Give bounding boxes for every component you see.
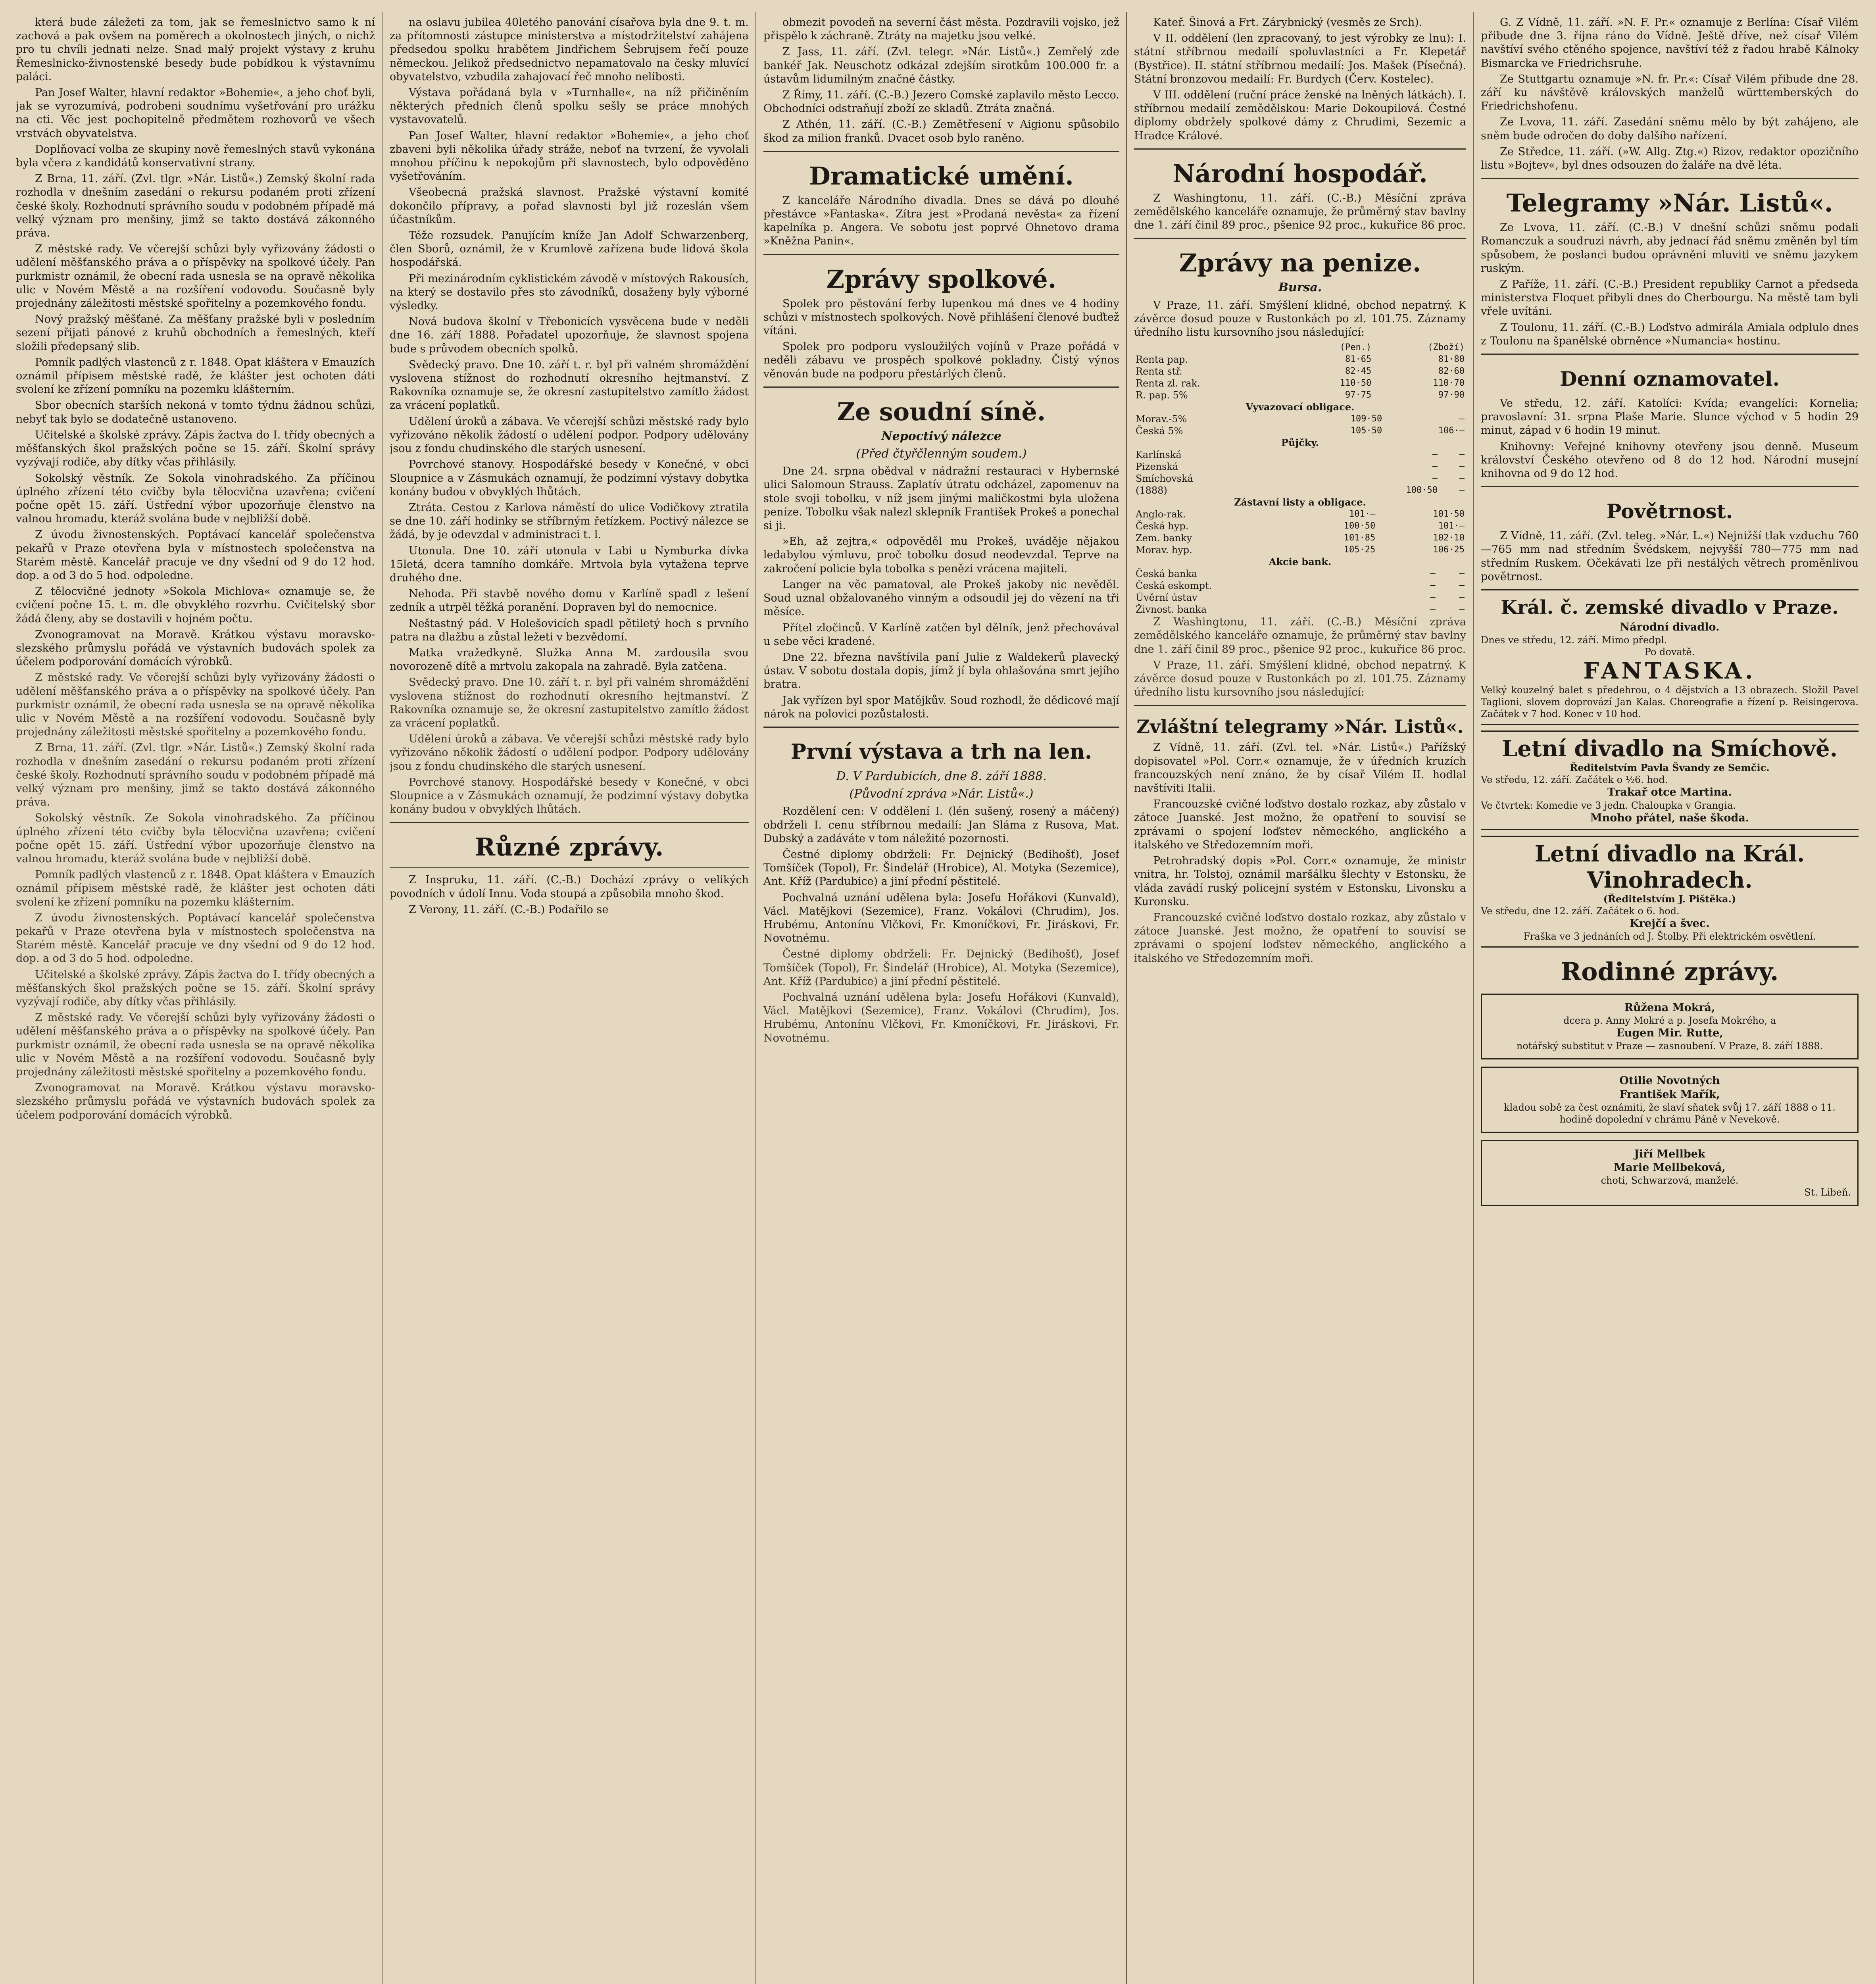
notice-text: dcera p. Anny Mokré a p. Josefa Mokrého, a [1563,1015,1776,1027]
article-paragraph: Z Toulonu, 11. září. (C.-B.) Loďstvo admirála Amiala odplulo dnes z Toulonu na španělské obrněnce »Numancia« hostinu. [1481,321,1859,347]
ad-line: Dnes ve středu, 12. září. Mimo předpl. [1481,634,1667,646]
notice-name: Marie Mellbeková, [1614,1161,1726,1174]
play-title: Krejčí a švec. [1630,917,1710,930]
article-paragraph: Sbor obecních starších nekoná v tomto týdnu žádnou schůzi, nebyť tak bylo se dodatečně ustanoveno. [16,399,375,425]
play-title: FANTASKA. [1583,658,1756,684]
table-row: Úvěrní ústav — — [1136,592,1465,604]
article-paragraph: Z Paříže, 11. září. (C.-B.) President republiky Carnot a předseda ministerstva Floquet přibyli dnes do Cherbourgu. Na městě tam byli vřele uvítáni. [1481,278,1859,318]
table-row: (1888) 100·50 — [1136,485,1465,496]
article-paragraph: Pochvalná uznání udělena byla: Josefu Hořákovi (Kunvald), Václ. Matějkovi (Sezemice), Franz. Vokálovi (Chrudim), Jos. Hrubému, Antonínu Vlčkovi, Fr. Kmoníčkovi, Fr. Jiráskovi, Fr. Novotnému. [763,991,1119,1044]
play-title: Mnoho přátel, naše škoda. [1590,811,1749,824]
ad-title: Letní divadlo na Smíchově. [1501,736,1838,762]
column-4 [1134,16,1466,1984]
section-heading: Různé zprávy. [475,832,664,862]
family-notice [1481,1067,1859,1132]
ad-line: Ve středu, 12. září. Začátek o ½6. hod. [1481,774,1668,786]
article-paragraph: Ze Stuttgartu oznamuje »N. fr. Pr.«: Císař Vilém přibude dne 28. září ku návštěvě královských manželů württemberských do Friedrichshofenu. [1481,73,1859,113]
notice-text: notářský substitut v Praze — zasnoubení. V Praze, 8. září 1888. [1516,1040,1823,1052]
article-paragraph: Z Jass, 11. září. (Zvl. telegr. »Nár. Listů«.) Zemřelý zde bankéř Jak. Neuschotz odkázal zdejším sirotkům 100.000 fr. a ústavům lidumilným značné částky. [763,46,1119,85]
section-heading: První výstava a trh na len. [790,739,1092,764]
section-heading: Rodinné zprávy. [1561,957,1779,986]
article-paragraph: Nová budova školní v Třebonicích vysvěcena bude v neděli dne 16. září 1888. Pořadatel upozorňuje, že slavnost spojena bude s průvodem obecních spolků. [390,315,749,355]
table-row: Pizenská — — [1136,461,1465,473]
article-paragraph: V II. oddělení (len zpracovaný, to jest výrobky ze lnu): I. státní stříbrnou medailí spoluvlastníci a Fr. Klepetář (Bystřice). II. státní stříbrnou medailí: Jos. Mašek (Písečná). Státní bronzovou medailí: Fr. Burdych (Červ. Kostelec). [1134,32,1466,85]
ad-line: Ve čtvrtek: Komedie ve 3 jedn. Chaloupka v Grangia. [1481,800,1736,811]
table-row: Morav.-5% 109·50 — [1136,413,1465,425]
section-heading: Národní hospodář. [1172,159,1428,188]
ad-line: Fraška ve 3 jednáních od J. Štolby. Při elektrickém osvětlení. [1523,930,1816,942]
notice-text: choti, Schwarzová, manželé. [1601,1175,1739,1186]
table-section-title: Vyvazovací obligace. [1246,401,1355,413]
article-paragraph: Zvonogramovat na Moravě. Krátkou výstavu moravsko-slezského průmyslu pořádá ve výstavních budovách spolek za účelem podporování domácích výrobků. [16,628,375,668]
article-paragraph: Utonula. Dne 10. září utonula v Labi u Nymburka dívka 15letá, dcera tamního domkáře. Mrtvola byla vytažena teprve druhého dne. [390,544,749,584]
article-paragraph: Z městské rady. Ve včerejší schůzi byly vyřizovány žádosti o udělení měšťanského práva a o příspěvky na spolkové účely. Pan purkmistr oznámil, že obecní rada usnesla se na opravě několika ulic v Novém Městě a na rozšíření vodovodu. Současně byly projednány záležitosti městské spořitelny a pozemkového fondu. [16,1011,375,1079]
section-rule [763,151,1119,152]
section-rule [390,867,749,868]
section-rule [390,822,749,823]
article-paragraph: Z Brna, 11. září. (Zvl. tlgr. »Nár. Listů«.) Zemský školní rada rozhodla v dnešním zasedání o rekursu podaném proti zřízení české školy. Rozhodnutí správního soudu v podobném případě má velký význam pro menšiny, jimž se takto dostává zákonného práva. [16,173,375,240]
article-paragraph: Nový pražský měšťané. Za měšťany pražské byli v posledním sezení přijati pánové z kruhů obchodních a řemeslných, kteří složili předepsaný slib. [16,313,375,353]
article-paragraph: Z úvodu živnostenských. Poptávací kancelář společenstva pekařů v Praze otevřena byla v místnostech společenstva na Starém městě. Kancelář pracuje ve dny všední od 9 do 12 hod. dop. a od 3 do 5 hod. odpoledne. [16,529,375,582]
article-paragraph: V III. oddělení (ruční práce ženské na lněných látkách). I. stříbrnou medailí zemědělskou: Marie Dokoupilová. Čestné diplomy obdržely spolkové dámy z Chrudimi, Sezemic a Hradce Králové. [1134,89,1466,142]
loan-table [1134,449,1466,496]
article-paragraph: Sokolský věstník. Ze Sokola vinohradského. Za příčinou úplného zřízení této cvičby byla tělocvična uzavřena; cvičení počne opět 15. září. Ústřední výbor upozorňuje členstvo na valnou hromadu, kteráž svolána bude v nejbližší době. [16,812,375,865]
article-paragraph: Ze Středce, 11. září. (»W. Allg. Ztg.«) Rizov, redaktor opozičního listu »Bojtev«, byl dnes odsouzen do žaláře na dvě léta. [1481,145,1859,172]
bond-table [1134,342,1466,401]
ad-subtitle: (Ředitelstvím J. Pištěka.) [1603,893,1736,905]
bank-table [1134,568,1466,615]
article-paragraph: Francouzské cvičné loďstvo dostalo rozkaz, aby zůstalo v zátoce Juanské. Jest možno, že opatření to souvisí se zprávami o spojení loďstev německého, anglického a italského ve Středozemním moři. [1134,911,1466,965]
article-paragraph: Z Vídně, 11. září. (Zvl. teleg. »Nár. L.«) Nejnižší tlak vzduchu 760—765 mm nad středním Švédskem, nejvyšší 780—775 mm nad středním Ruskem. Očekávati lze při nestálých větrech proměnlivou povětrnost. [1481,530,1859,583]
article-paragraph: Udělení úroků a zábava. Ve včerejší schůzi městské rady bylo vyřizováno několik žádostí o udělení podpor. Podpory udělovány jsou z fondu chudinského dle starých usnesení. [390,733,749,773]
section-heading: Denní oznamovatel. [1560,367,1780,391]
section-heading: Zvláštní telegramy »Nár. Listů«. [1136,716,1464,738]
article-paragraph: Z Athén, 11. září. (C.-B.) Zemětřesení v Aigionu spůsobilo škod za milion franků. Dvacet osob bylo raněno. [763,118,1119,144]
article-paragraph: Přítel zločinců. V Karlíně zatčen byl dělník, jenž přechovával u sebe věci kradené. [763,621,1119,648]
article-paragraph: Svědecký pravo. Dne 10. září t. r. byl při valném shromáždění vyslovena stížnost do rozhodnutí okresního hejtmanství. Z Rakovníka oznamuje se, že okresní zastupitelstvo zamítlo žádost za vrácení poplatků. [390,358,749,412]
article-paragraph: Spolek pro pěstování ferby lupenkou má dnes ve 4 hodiny schůzi v místnostech spolkových. Nově přihlášení členové buďtež vítáni. [763,297,1119,337]
column-2 [390,16,749,1984]
article-paragraph: Ztráta. Cestou z Karlova náměstí do ulice Vodičkovy ztratila se dne 10. září hodinky se stříbrným řetízkem. Poctivý nálezce se žádá, by je odevzdal v administraci t. l. [390,501,749,541]
section-rule [1134,148,1466,150]
pledge-table [1134,508,1466,556]
table-row: Česká 5% 105·50 106·— [1136,425,1465,437]
table-row: Česká hyp. 100·50 101·— [1136,521,1465,532]
article-paragraph: G. Z Vídně, 11. září. »N. F. Pr.« oznamuje z Berlína: Císař Vilém přibude dne 3. října ráno do Vídně. Ještě dříve, než císař Vilém navštíví svého ctěného spojence, navštíví též z řadou hrabě Kálnoky Bismarcka ve Friedrichsruhe. [1481,16,1859,69]
section-rule [1481,486,1859,487]
table-row: Morav. hyp. 105·25 106·25 [1136,544,1465,556]
article-paragraph: Langer na věc pamatoval, ale Prokeš jakoby nic nevěděl. Soud uznal obžalovaného vinným a odsoudil jej do vězení na tři měsíce. [763,578,1119,618]
table-row: Karlínská — — [1136,449,1465,461]
column-rule [1473,12,1474,1984]
article-paragraph: Z tělocvičné jednoty »Sokola Michlova« oznamuje se, že cvičení počne 15. t. m. dle obvyklého rozvrhu. Cvičitelský sbor žádá členy, aby se dostavili v hojném počtu. [16,585,375,625]
article-paragraph: Knihovny: Veřejné knihovny otevřeny jsou denně. Museum království Českého otevřeno od 8 do 12 hod. Národní musejní knihovna od 9 do 12 hod. [1481,440,1859,480]
article-paragraph: obmezit povodeň na severní část města. Pozdravili vojsko, jež přispělo k záchraně. Ztráty na majetku jsou velké. [763,16,1119,42]
family-notice [1481,1140,1859,1206]
article-paragraph: V Praze, 11. září. Smýšlení klidné, obchod nepatrný. K závěrce dosud pouze v Rustonkách po zl. 101.75. Záznamy úředního listu kursovního jsou následující: [1134,659,1466,699]
article-paragraph: Z Římy, 11. září. (C.-B.) Jezero Comské zaplavilo město Lecco. Obchodníci odstraňují zboží ze skladů. Ztráta značná. [763,89,1119,115]
article-paragraph: Udělení úroků a zábava. Ve včerejší schůzi městské rady bylo vyřizováno několik žádostí o udělení podpor. Podpory udělovány jsou z fondu chudinského dle starých usnesení. [390,415,749,455]
article-paragraph: Svědecký pravo. Dne 10. září t. r. byl při valném shromáždění vyslovena stížnost do rozhodnutí okresního hejtmanství. Z Rakovníka oznamuje se, že okresní zastupitelstvo zamítlo žádost za vrácení poplatků. [390,676,749,729]
section-rule [1481,178,1859,179]
theatre-ad [1481,836,1859,948]
section-heading: Dramatické umění. [809,161,1074,190]
theatre-ad [1481,731,1859,830]
article-paragraph: Dne 22. března navštívila paní Julie z Waldekerů plavecký ústav. V sobotu dostala dopis, jímž jí byla ohlašována smrt jejího bratra. [763,651,1119,691]
article-paragraph: která bude záležeti za tom, jak se řemeslnictvo samo k ní zachová a pak ovšem na poměrech a okolnostech jiných, o nichž pro tu chvíli jednati nelze. Snad malý projekt výstavy z kruhu Řemeslnicko-živnostenské besedy bude pobídkou k výstavnímu paláci. [16,16,375,83]
article-paragraph: Z městské rady. Ve včerejší schůzi byly vyřizovány žádosti o udělení měšťanského práva a o příspěvky na spolkové účely. Pan purkmistr oznámil, že obecní rada usnesla se na opravě několika ulic v Novém Městě a na rozšíření vodovodu. Současně byly projednány záležitosti městské spořitelny a pozemkového fondu. [16,671,375,738]
play-title: Trakař otce Martina. [1607,786,1732,799]
ad-subtitle: Ředitelstvím Pavla Švandy ze Semčic. [1570,762,1770,774]
table-row: R. pap. 5% 97·75 97·90 [1136,390,1465,401]
article-paragraph: Pomník padlých vlastenců z r. 1848. Opat kláštera v Emauzích oznámil přípisem městské radě, že klášter jest ochoten dáti svolení ke zřízení pomníku na pozemku klášterním. [16,356,375,396]
article-paragraph: Spolek pro podporu vysloužilých vojínů v Praze pořádá v neděli zábavu ve prospěch spolkové pokladny. Čistý výnos věnován bude na podporu přestárlých členů. [763,340,1119,380]
article-paragraph: Kateř. Šinová a Frt. Zárybnický (vesměs ze Srch). [1153,16,1422,29]
article-paragraph: »Eh, až zejtra,« odpověděl mu Prokeš, uváděje nějakou ledabylou výmluvu, proč tobolku dosud neodevzdal. Teprve na zakročení policie byla tobolka s penězi vrácena majiteli. [763,535,1119,575]
article-paragraph: Ze Lvova, 11. září. (C.-B.) V dnešní schůzi sněmu podali Romanczuk a soudruzi návrh, aby jednací řád sněmu změněn byl tím spůsobem, že poslanci budou oprávněni mluviti ve sněmu jazykem ruským. [1481,221,1859,275]
article-paragraph: Doplňovací volba ze skupiny nově řemeslných stavů vykonána byla včera z kandidátů konservativní strany. [16,143,375,169]
column-header: (Pen.) [1340,342,1372,353]
table-row: Renta stř. 82·45 82·60 [1136,366,1465,377]
section-rule [1481,354,1859,355]
article-paragraph: Všeobecná pražská slavnost. Pražské výstavní komité dokončilo přípravy, a pořad slavnosti byl již rozeslán všem účastníkům. [390,186,749,226]
column-1 [16,16,375,1984]
section-rule [1134,238,1466,239]
article-paragraph: Z Inspruku, 11. září. (C.-B.) Dochází zprávy o velikých povodních v údolí Innu. Voda stoupá a způsobila mnoho škod. [390,874,749,900]
article-subtitle: D. V Pardubicích, dne 8. září 1888. [836,769,1047,783]
column-header: (Zboží) [1428,342,1465,353]
article-paragraph: Sokolský věstník. Ze Sokola vinohradského. Za příčinou úplného zřízení této cvičby byla tělocvična uzavřena; cvičení počne opět 15. září. Ústřední výbor upozorňuje členstvo na valnou hromadu, kteráž svolána bude v nejbližší době. [16,472,375,525]
ad-title: Král. č. zemské divadlo v Praze. [1501,596,1839,619]
notice-name: Otilie Novotných [1619,1075,1720,1087]
notice-name: Eugen Mir. Rutte, [1616,1027,1723,1040]
article-paragraph: Matka vražedkyně. Služka Anna M. zardousila svou novorozeně dítě a mrtvolu zakopala na zahradě. Byla zatčena. [390,646,749,673]
article-paragraph: Čestné diplomy obdrželi: Fr. Dejnický (Bedihošť), Josef Tomšíček (Topol), Fr. Šindelář (Hrobice), Al. Motyka (Sezemice), Ant. Kříž (Pardubice) a jiní přední pěstitelé. [763,848,1119,888]
table-row: Anglo-rak. 101·— 101·50 [1136,509,1465,520]
article-paragraph: Rozdělení cen: V oddělení I. (lén sušený, rosený a máčený) obdrželi I. cenu stříbrnou medailí: Jan Sláma z Rusova, Mat. Dubský a zadáváte v tom náležité pozornosti. [763,805,1119,845]
article-subtitle: (Původní zpráva »Nár. Listů«.) [849,787,1034,801]
article-paragraph: Z Brna, 11. září. (Zvl. tlgr. »Nár. Listů«.) Zemský školní rada rozhodla v dnešním zasedání o rekursu podaném proti zřízení české školy. Rozhodnutí správního soudu v podobném případě má velký význam pro menšiny, jimž se takto dostává zákonného práva. [16,742,375,809]
table-row: Renta zl. rak. 110·50 110·70 [1136,378,1465,389]
table-row: Smíchovská — — [1136,473,1465,484]
article-paragraph: Z úvodu živnostenských. Poptávací kancelář společenstva pekařů v Praze otevřena byla v místnostech společenstva na Starém městě. Kancelář pracuje ve dny všední od 9 do 12 hod. dop. a od 3 do 5 hod. odpoledne. [16,911,375,965]
article-paragraph: Zvonogramovat na Moravě. Krátkou výstavu moravsko-slezského průmyslu pořádá ve výstavních budovách spolek za účelem podporování domácích výrobků. [16,1082,375,1121]
article-paragraph: Francouzské cvičné loďstvo dostalo rozkaz, aby zůstalo v zátoce Juanské. Jest možno, že opatření to souvisí se zprávami o spojení loďstev německého, anglického a italského ve Středozemním moři. [1134,798,1466,851]
article-paragraph: Dne 24. srpna obědval v nádražní restauraci v Hybernské ulici Salomoun Strauss. Zaplatív útratu odcházel, zapomenuv na stole svoji tobolku, v níž jsem jinými maličkostmi byla uložena peníze. Tobolku však nalezl sklepník František Prokeš a ponechal si ji. [763,465,1119,532]
article-paragraph: Výstava pořádaná byla v »Turnhalle«, na níž přičiněním některých předních členů spolku sešly se práce mnohých vystavovatelů. [390,87,749,126]
theatre-ad [1481,589,1859,725]
article-paragraph: Z Verony, 11. září. (C.-B.) Podařilo se [409,903,609,916]
article-paragraph: Pan Josef Walter, hlavní redaktor »Bohemie«, a jeho choť zbaveni byli několika úřady stráže, neboť na tvrzení, že vyvolali mnohou příčinu k nepokojům při slavnostech, bylo odpověděno vyšetřováním. [390,129,749,183]
article-paragraph: Z Vídně, 11. září. (Zvl. tel. »Nár. Listů«.) Pařížský dopisovatel »Pol. Corr.« oznamuje, že v úředních kruzích francouzských není znáno, že by císař Vilém II. hodlal navštíviti Italii. [1134,741,1466,795]
section-heading: Ze soudní síně. [837,397,1046,426]
table-section-title: Zástavní listy a obligace. [1234,496,1366,508]
article-paragraph: Petrohradský dopis »Pol. Corr.« oznamuje, že ministr vnitra, hr. Tolstoj, oznámil maršálku šlechty v Estonsku, že vláda zavádí ruský policejní systém v Estonsku, Livonsku a Kuronsku. [1134,855,1466,908]
article-paragraph: Ze Lvova, 11. září. Zasedání sněmu mělo by být zahájeno, ale sněm bude odročen do doby dalšího nařízení. [1481,116,1859,142]
article-paragraph: Pomník padlých vlastenců z r. 1848. Opat kláštera v Emauzích oznámil přípisem městské radě, že klášter jest ochoten dáti svolení ke zřízení pomníku na pozemku klášterním. [16,869,375,908]
article-paragraph: Učitelské a školské zprávy. Zápis žactva do I. třídy obecných a měšťanských škol pražských počne se 15. září. Školní správy vyzývají rodiče, aby dítky včas přihlásily. [16,968,375,1008]
column-3 [763,16,1119,1984]
article-paragraph: Z městské rady. Ve včerejší schůzi byly vyřizovány žádosti o udělení měšťanského práva a o příspěvky na spolkové účely. Pan purkmistr oznámil, že obecní rada usnesla se na opravě několika ulic v Novém Městě a na rozšíření vodovodu. Současně byly projednány záležitosti městské spořitelny a pozemkového fondu. [16,243,375,310]
column-5 [1481,16,1859,1984]
article-paragraph: Ve středu, 12. září. Katolíci: Kvída; evangelíci: Kornelia; pravoslavní: 31. srpna Plaše Marie. Slunce východ v 5 hodin 29 minut, západ v 6 hodin 19 minut. [1481,397,1859,437]
article-paragraph: Nehoda. Při stavbě nového domu v Karlíně spadl z lešení zedník a utrpěl těžká poranění. Dopraven byl do nemocnice. [390,588,749,614]
article-paragraph: Učitelské a školské zprávy. Zápis žactva do I. třídy obecných a měšťanských škol pražských počne se 15. září. Školní správy vyzývají rodiče, aby dítky včas přihlásily. [16,429,375,469]
table-row: Renta pap. 81·65 81·80 [1136,354,1465,365]
article-paragraph: Pan Josef Walter, hlavní redaktor »Bohemie«, a jeho choť byli, jak se vyrozumívá, podrobeni soudnímu vyšetřování pro urážku na cti. Věc jest pochopitelně předmětem rozhovorů ve všech vrstvách obyvatelstva. [16,87,375,140]
article-paragraph: Čestné diplomy obdrželi: Fr. Dejnický (Bedihošť), Josef Tomšíček (Topol), Fr. Šindelář (Hrobice), Al. Motyka (Sezemice), Ant. Kříž (Pardubice) a jiní přední pěstitelé. [763,948,1119,988]
section-heading: Telegramy »Nár. Listů«. [1506,188,1833,218]
article-paragraph: Pochvalná uznání udělena byla: Josefu Hořákovi (Kunvald), Václ. Matějkovi (Sezemice), Franz. Vokálovi (Chrudim), Jos. Hrubému, Antonínu Vlčkovi, Fr. Kmoníčkovi, Fr. Jiráskovi, Fr. Novotnému. [763,891,1119,945]
ad-subtitle: Národní divadlo. [1620,621,1720,634]
article-paragraph: Neštastný pád. V Holešovicích spadl pětiletý hoch s prvního patra na dlažbu a zůstal ležeti v bezvědomí. [390,617,749,643]
section-rule [763,254,1119,255]
article-title: Bursa. [1278,281,1322,295]
ad-line: Velký kouzelný balet s předehrou, o 4 dějstvích a 13 obrazech. Složil Pavel Taglioni, slovem doprovází Jan Kalas. Choreografie a řízení p. Reisingerova. Začátek v 7 hod. Konec v 10 hod. [1481,684,1859,720]
article-paragraph: Z kanceláře Národního divadla. Dnes se dává po dlouhé přestávce »Fantaska«. Zítra jest »Prodaná nevěsta« za řízení kapelníka p. Angera. Ve sobotu jest poprvé Ohnetovo drama »Kněžna Panin«. [763,194,1119,248]
section-heading: Povětrnost. [1606,500,1733,523]
section-rule [763,386,1119,388]
notice-name: František Mařík, [1619,1088,1720,1101]
table-row: Česká eskompt. — — [1136,580,1465,592]
section-rule [1134,705,1466,706]
article-subtitle: (Před čtyřčlenným soudem.) [856,447,1027,461]
table-section-title: Půjčky. [1281,437,1319,449]
article-paragraph: Jak vyřízen byl spor Matějkův. Soud rozhodl, že dědicové mají nárok na polovici pozůstalosti. [763,694,1119,720]
article-paragraph: V Praze, 11. září. Smýšlení klidné, obchod nepatrný. K závěrce dosud pouze v Rustonkách po zl. 101.75. Záznamy úředního listu kursovního jsou následující: [1134,299,1466,339]
column-rule [1126,12,1127,1984]
bond-table [1134,413,1466,437]
ad-line: Ve středu, dne 12. září. Začátek o 6. hod. [1481,905,1680,917]
notice-name: Jiří Mellbek [1634,1148,1705,1160]
article-paragraph: Z Washingtonu, 11. září. (C.-B.) Měsíční zpráva zemědělského kanceláře oznamuje, že průměrný stav bavlny dne 1. září činil 89 proc., pšenice 92 proc., kukuřice 86 proc. [1134,192,1466,232]
section-heading: Zprávy na penize. [1179,248,1421,278]
article-paragraph: Při mezinárodním cyklistickém závodě v místových Rakousích, na který se dostavilo přes sto závodníků, dosaženy byly výborné výsledky. [390,272,749,312]
table-row: Zem. banky 101·85 102·10 [1136,533,1465,544]
article-paragraph: na oslavu jubilea 40letého panování císařova byla dne 9. t. m. za přítomnosti zástupce ministerstva a místodržitelství zahájena předsedou spolku hrabětem Jindřichem Šebrujsem řečí pouze německou. Jelikož předsednictvo nepamatovalo na česky mluvící obyvatelstvo, vzbudila zahajovací řeč mnoho nelibosti. [390,16,749,83]
column-rule [755,12,756,1984]
notice-sign: St. Libeň. [1804,1187,1851,1198]
article-title: Nepoctivý nálezce [881,429,1001,443]
ad-line: Po dovatě. [1644,646,1695,658]
table-section-title: Akcie bank. [1269,556,1332,568]
column-rule [382,12,383,1984]
article-paragraph: Povrchové stanovy. Hospodářské besedy v Konečné, v obci Sloupnice a v Zásmukách oznamují, že podzimní výstavy dobytka konány budou v obvyklých lhůtách. [390,458,749,498]
article-paragraph: Povrchové stanovy. Hospodářské besedy v Konečné, v obci Sloupnice a v Zásmukách oznamují, že podzimní výstavy dobytka konány budou v obvyklých lhůtách. [390,776,749,816]
family-notice [1481,994,1859,1059]
section-rule [763,727,1119,728]
table-row: Česká banka — — [1136,568,1465,580]
section-heading: Zprávy spolkové. [826,264,1057,294]
notice-text: kladou sobě za čest oznámiti, že slaví sňatek svůj 17. září 1888 o 11. hodině dopolední v chrámu Páně v Nevekově. [1504,1102,1836,1125]
article-paragraph: Téže rozsudek. Panujícím kníže Jan Adolf Schwarzenberg, člen Sborů, oznámil, že v Krumlově zařízena bude lidová škola hospodářská. [390,229,749,269]
ad-title: Letní divadlo na Král. Vinohradech. [1534,840,1805,893]
table-row: Živnost. banka — — [1136,604,1465,615]
notice-name: Růžena Mokrá, [1624,1001,1715,1014]
article-paragraph: Z Washingtonu, 11. září. (C.-B.) Měsíční zpráva zemědělského kanceláře oznamuje, že průměrný stav bavlny dne 1. září činil 89 proc., pšenice 92 proc., kukuřice 86 proc. [1134,616,1466,656]
